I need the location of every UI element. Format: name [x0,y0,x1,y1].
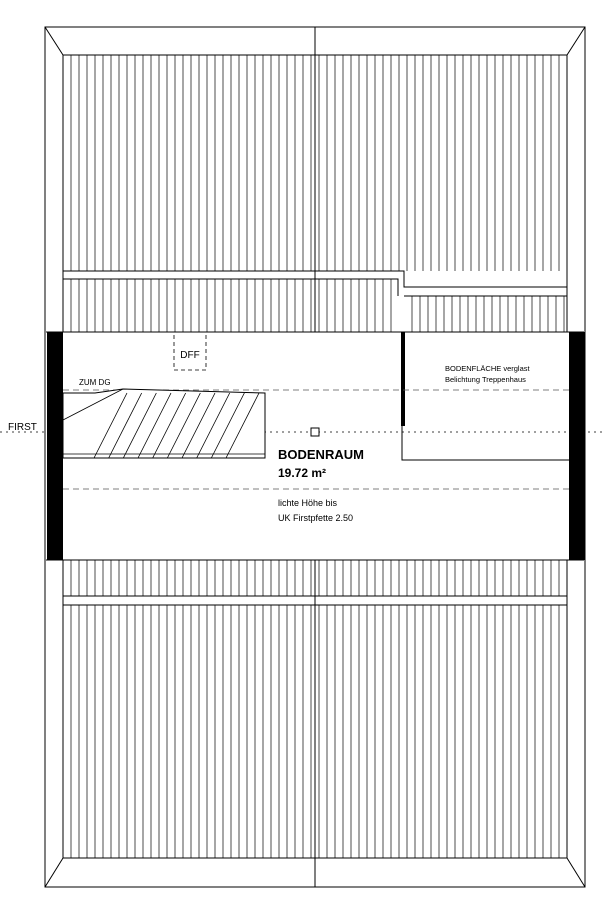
staircase [63,389,265,458]
skylight-label: DFF [180,350,200,361]
floor-area-note-line1: BODENFLÄCHE verglast [445,364,530,373]
gable-wall-right [569,332,585,560]
floor-area-note-line2: Belichtung Treppenhaus [445,375,526,384]
ridge-marker [311,428,319,436]
stair-label: ZUM DG [79,378,111,387]
ridge-label: FIRST [8,422,37,433]
staircase-outline [63,389,265,458]
room-height-note-line2: UK Firstpfette 2.50 [278,513,354,523]
room-area: 19.72 m² [278,466,327,480]
gable-wall-left [47,332,63,560]
room-name: BODENRAUM [278,447,364,462]
room-height-note-line1: lichte Höhe bis [278,498,338,508]
